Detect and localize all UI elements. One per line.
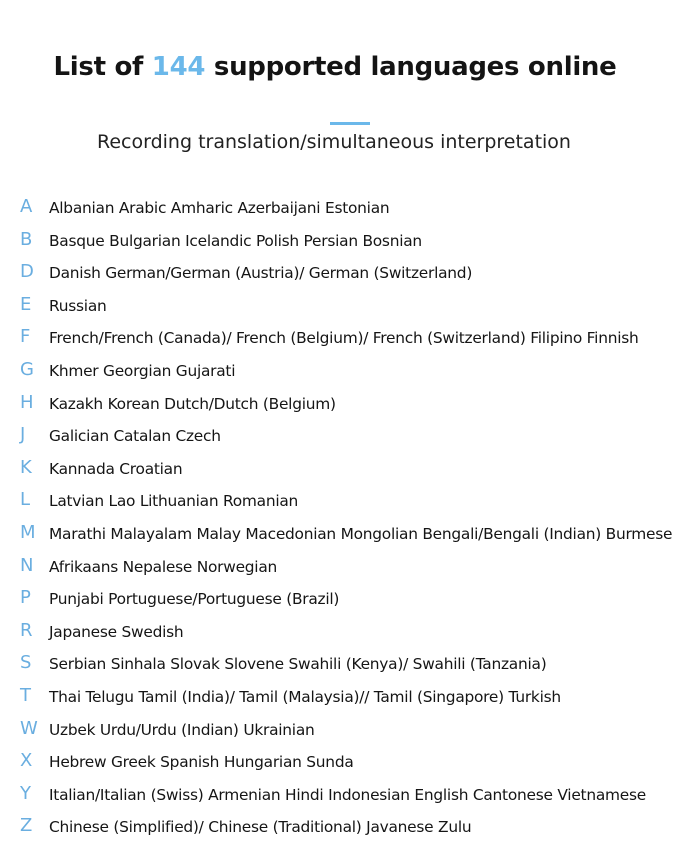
language-row bbox=[0, 291, 700, 324]
index-letter: H bbox=[20, 391, 34, 413]
language-names: Marathi Malayalam Malay Macedonian Mongolian Bengali/Bengali (Indian) Burmese bbox=[49, 524, 673, 543]
language-names: Galician Catalan Czech bbox=[49, 427, 221, 446]
language-row bbox=[0, 389, 700, 422]
language-row bbox=[0, 682, 700, 715]
language-row bbox=[0, 812, 700, 845]
language-names: Thai Telugu Tamil (India)/ Tamil (Malaysia)// Tamil (Singapore) Turkish bbox=[49, 687, 561, 706]
index-letter: G bbox=[20, 358, 34, 380]
language-names: Kazakh Korean Dutch/Dutch (Belgium) bbox=[49, 394, 336, 413]
accent-divider bbox=[330, 122, 370, 125]
language-row bbox=[0, 584, 700, 617]
language-row bbox=[0, 454, 700, 487]
language-row bbox=[0, 617, 700, 650]
language-row bbox=[0, 356, 700, 389]
language-names: Albanian Arabic Amharic Azerbaijani Estonian bbox=[49, 199, 390, 217]
index-letter: N bbox=[20, 554, 34, 576]
language-names: Khmer Georgian Gujarati bbox=[49, 361, 236, 380]
language-names: Serbian Sinhala Slovak Slovene Swahili (Kenya)/ Swahili (Tanzania) bbox=[49, 655, 547, 674]
index-letter: R bbox=[20, 619, 33, 641]
index-letter: Y bbox=[20, 782, 31, 804]
index-letter: T bbox=[20, 684, 31, 706]
index-letter: B bbox=[20, 228, 33, 250]
index-letter: F bbox=[20, 326, 31, 348]
index-letter: J bbox=[20, 424, 26, 446]
index-letter: Z bbox=[20, 815, 33, 837]
language-names: Russian bbox=[49, 296, 107, 315]
language-names: Italian/Italian (Swiss) Armenian Hindi Indonesian English Cantonese Vietnamese bbox=[49, 785, 646, 804]
language-names: Kannada Croatian bbox=[49, 459, 183, 478]
index-letter: M bbox=[20, 521, 36, 543]
language-row bbox=[0, 421, 700, 454]
page-subtitle: Recording translation/simultaneous interpretation bbox=[97, 131, 571, 153]
language-row bbox=[0, 519, 700, 552]
index-letter: X bbox=[20, 750, 33, 772]
language-names: Chinese (Simplified)/ Chinese (Traditional) Javanese Zulu bbox=[49, 818, 472, 837]
language-row bbox=[0, 552, 700, 585]
language-row bbox=[0, 649, 700, 682]
language-names: Hebrew Greek Spanish Hungarian Sunda bbox=[49, 753, 354, 772]
index-letter: L bbox=[20, 489, 31, 511]
index-letter: P bbox=[20, 587, 31, 609]
language-names: Japanese Swedish bbox=[49, 622, 184, 641]
title-prefix: List of bbox=[53, 52, 152, 82]
language-row bbox=[0, 715, 700, 748]
page-title bbox=[0, 52, 670, 82]
language-names: Basque Bulgarian Icelandic Polish Persian Bosnian bbox=[49, 231, 422, 250]
language-row bbox=[0, 226, 700, 259]
title-suffix: supported languages online bbox=[205, 52, 617, 82]
language-row bbox=[0, 780, 700, 813]
language-row bbox=[0, 193, 700, 226]
index-letter: A bbox=[20, 196, 33, 217]
language-row bbox=[0, 747, 700, 780]
language-row bbox=[0, 486, 700, 519]
language-row bbox=[0, 323, 700, 356]
language-count: 144 bbox=[151, 52, 206, 82]
language-names: Latvian Lao Lithuanian Romanian bbox=[49, 492, 299, 511]
index-letter: W bbox=[20, 717, 38, 739]
language-names: Uzbek Urdu/Urdu (Indian) Ukrainian bbox=[49, 720, 315, 739]
language-names: Danish German/German (Austria)/ German (Switzerland) bbox=[49, 264, 473, 283]
language-row bbox=[0, 258, 700, 291]
language-names: Punjabi Portuguese/Portuguese (Brazil) bbox=[49, 590, 340, 609]
index-letter: K bbox=[20, 456, 32, 478]
index-letter: E bbox=[20, 293, 32, 315]
language-names: Afrikaans Nepalese Norwegian bbox=[49, 557, 278, 576]
language-names: French/French (Canada)/ French (Belgium)/ French (Switzerland) Filipino Finnish bbox=[49, 329, 639, 348]
index-letter: S bbox=[20, 652, 32, 674]
index-letter: D bbox=[20, 261, 34, 283]
language-list bbox=[0, 193, 700, 845]
